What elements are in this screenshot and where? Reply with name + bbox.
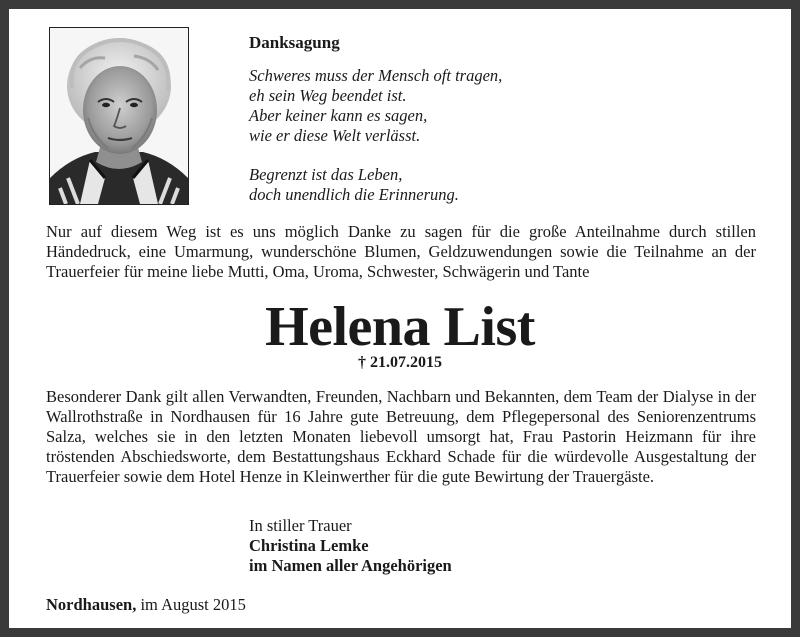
intro-paragraph: Nur auf diesem Weg ist es uns möglich Danke zu sagen für die große Anteilnahme durch stillen Händedruck, eine Umarmung, wunderschöne Blumen, Geldzuwendungen sowie die Teilnahme an der Trauerfeier für meine liebe Mutti, Oma, Uroma, Schwester, Schwägerin und Tante <box>46 222 756 281</box>
poem-line: eh sein Weg beendet ist. <box>249 86 407 105</box>
poem-stanza <box>249 66 502 146</box>
place-date-text: im August 2015 <box>140 595 246 614</box>
obituary-card <box>9 9 791 628</box>
signoff-family: im Namen aller Angehörigen <box>249 556 452 575</box>
portrait-photo <box>49 27 189 205</box>
poem-line: Begrenzt ist das Leben, <box>249 165 403 184</box>
poem-line: Schweres muss der Mensch oft tragen, <box>249 66 503 85</box>
poem <box>249 66 502 224</box>
place-date <box>46 595 246 615</box>
poem-line: wie er diese Welt verlässt. <box>249 126 421 145</box>
heading-danksagung: Danksagung <box>249 33 340 52</box>
poem-line: doch unendlich die Erinnerung. <box>249 185 459 204</box>
death-date: † 21.07.2015 <box>358 354 442 371</box>
place-city: Nordhausen, <box>46 595 137 614</box>
poem-line: Aber keiner kann es sagen, <box>249 106 428 125</box>
thanks-paragraph: Besonderer Dank gilt allen Verwandten, Freunden, Nachbarn und Bekannten, dem Team der Dialyse in der Wallrothstraße in Nordhausen für 16 Jahre gute Betreuung, dem Pflegepersonal des Seniorenzentrums Salza, welches sie in den letzten Monaten liebevoll umsorgt hat, Frau Pastorin Heizmann für ihre tröstenden Abschiedsworte, dem Bestattungshaus Eckhard Schade für die würdevolle Ausgestaltung der Trauerfeier sowie dem Hotel Henze in Kleinwerther für die gute Bewirtung der Trauergäste. <box>46 387 756 486</box>
signoff-line: In stiller Trauer <box>249 516 352 535</box>
deceased-name: Helena List <box>265 296 535 358</box>
portrait-image <box>50 28 188 204</box>
poem-stanza <box>249 165 502 205</box>
signoff <box>249 516 452 576</box>
signoff-name: Christina Lemke <box>249 536 369 555</box>
